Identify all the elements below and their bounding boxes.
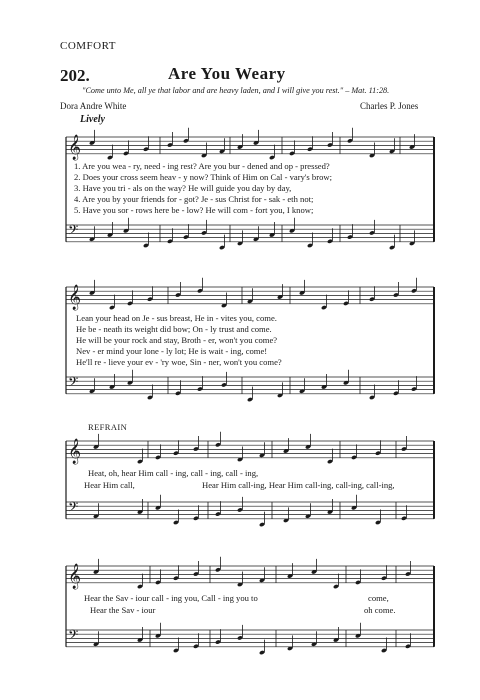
bass-clef-icon: 𝄢 — [68, 627, 79, 646]
refrain-line-1-upper: Heat, oh, hear Him call - ing, call - ing, call - ing, — [88, 468, 259, 478]
bass-clef-icon: 𝄢 — [68, 222, 79, 241]
refrain-line-1-lower-b: Hear Him call-ing, Hear Him call-ing, call-ing, call-ing, — [202, 480, 395, 490]
verse-line-5-cont: He'll re - lieve your ev - 'ry woe, Sin - ner, won't you come? — [76, 357, 282, 367]
treble-clef-icon: 𝄞 — [68, 135, 82, 160]
refrain-line-1-lower-a: Hear Him call, — [84, 480, 135, 490]
verse-line-2: 2. Does your cross seem heav - y now? Think of Him on Cal - vary's brow; — [74, 172, 332, 182]
composer-credit: Dora Andre White — [60, 101, 127, 111]
verse-line-1-cont: Lean your head on Je - sus breast, He in - vites you, come. — [76, 313, 277, 323]
verse-line-2-cont: He be - neath its weight did bow; On - ly trust and come. — [76, 324, 272, 334]
tempo-marking: Lively — [80, 114, 105, 125]
verse-line-1: 1. Are you wea - ry, need - ing rest? Are you bur - dened and op - pressed? — [74, 161, 330, 171]
hymn-number: 202. — [60, 66, 90, 85]
category-label: COMFORT — [60, 40, 117, 52]
treble-clef-icon: 𝄞 — [68, 285, 82, 310]
refrain-line-2-upper-a: Hear the Sav - iour call - ing you, Call - ing you to — [84, 593, 258, 603]
refrain-label: REFRAIN — [88, 422, 128, 432]
refrain-line-2-lower-a: Hear the Sav - iour — [90, 605, 156, 615]
treble-clef-icon: 𝄞 — [68, 564, 82, 589]
refrain-line-2-upper-b: come, — [368, 593, 389, 603]
verse-line-4: 4. Are you by your friends for - got? Je - sus Christ for - sak - eth not; — [74, 194, 314, 204]
hymn-title: Are You Weary — [168, 64, 286, 83]
verse-line-3: 3. Have you tri - als on the way? He will guide you day by day, — [74, 183, 292, 193]
lyricist-credit: Charles P. Jones — [360, 101, 419, 111]
bass-clef-icon: 𝄢 — [68, 374, 79, 393]
verse-line-3-cont: He will be your rock and stay, Broth - er, won't you come? — [76, 335, 278, 345]
verse-line-4-cont: Nev - er mind your lone - ly lot; He is wait - ing, come! — [76, 346, 268, 356]
scripture-quote: "Come unto Me, all ye that labor and are heavy laden, and I will give you rest." – Mat. 11:28. — [82, 86, 390, 95]
treble-clef-icon: 𝄞 — [68, 439, 82, 464]
verse-line-5: 5. Have you sor - rows here be - low? He will com - fort you, I know; — [74, 205, 314, 215]
refrain-line-2-lower-b: oh come. — [364, 605, 396, 615]
bass-clef-icon: 𝄢 — [68, 499, 79, 518]
